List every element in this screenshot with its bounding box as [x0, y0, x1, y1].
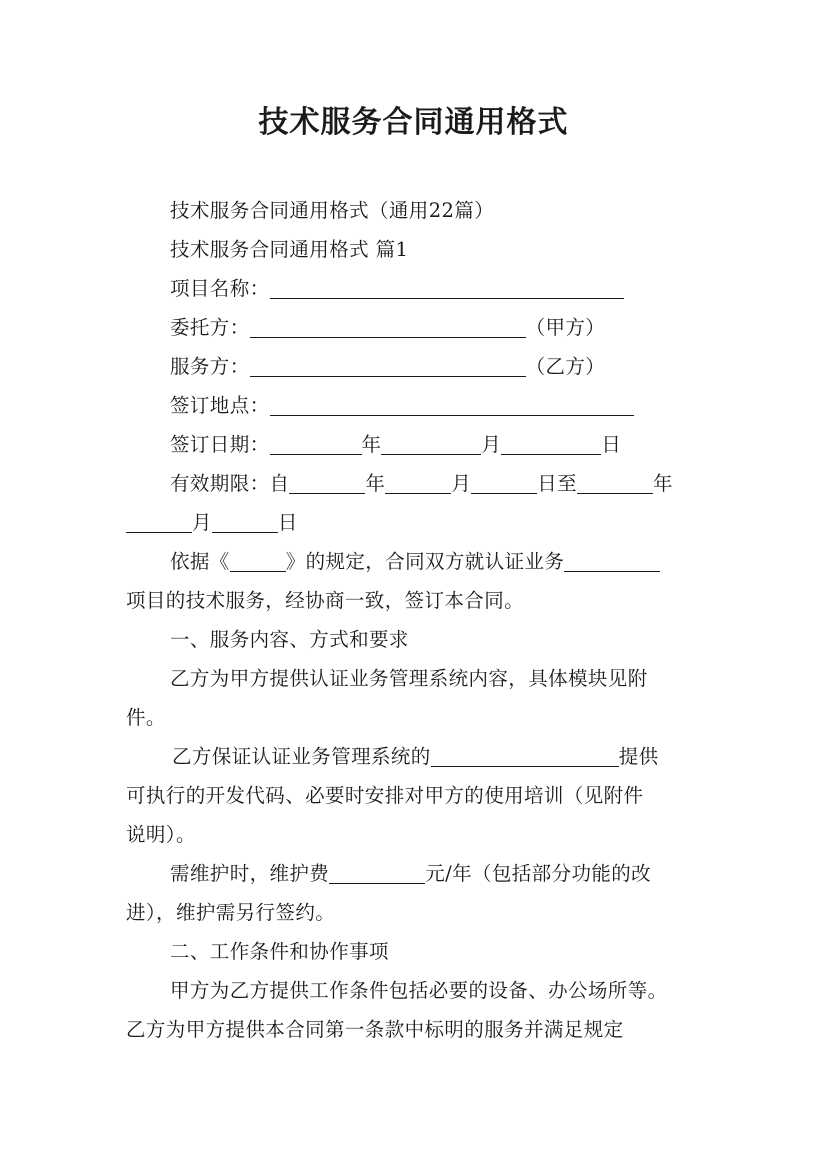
- sign-date-month-blank: [381, 432, 481, 455]
- validity-start-month-blank: [385, 471, 451, 494]
- validity-row-cont: [126, 504, 706, 542]
- client-blank: [250, 315, 526, 338]
- heading-work-conditions: 二、工作条件和协作事项: [170, 940, 389, 963]
- p3-text-a: 需维护时，维护费: [170, 862, 330, 885]
- basis-text-b: 》的规定，合同双方就认证业务: [285, 550, 565, 573]
- business-blank: [564, 549, 660, 572]
- heading-service-content: 一、服务内容、方式和要求: [170, 628, 409, 651]
- year-text: 年: [653, 472, 673, 495]
- client-label: 委托方：: [170, 316, 250, 339]
- document-title: 技术服务合同通用格式: [258, 105, 569, 140]
- day-text: 日: [277, 511, 298, 534]
- day-text: 日: [601, 433, 622, 456]
- to-text: 日至: [537, 472, 578, 495]
- validity-start-day-blank: [471, 471, 537, 494]
- basis-paragraph-line2: 项目的技术服务，经协商一致，签订本合同。: [126, 589, 525, 612]
- month-text: 月: [451, 472, 472, 495]
- validity-end-day-blank: [212, 510, 278, 533]
- p3-text-end: 元/年（包括部分功能的改: [425, 862, 652, 885]
- year-text: 年: [365, 472, 386, 495]
- provider-label: 服务方：: [170, 355, 250, 378]
- validity-start-year-blank: [289, 471, 365, 494]
- p2-line2: 可执行的开发代码、必要时安排对甲方的使用培训（见附件: [126, 784, 644, 807]
- p4-line2: 乙方为甲方提供本合同第一条款中标明的服务并满足规定: [126, 1018, 624, 1041]
- basis-text-a: 依据《: [170, 550, 230, 573]
- law-name-blank: [230, 549, 286, 572]
- sign-date-row: [170, 426, 706, 464]
- p1-line2: 件。: [126, 706, 166, 729]
- sign-date-label: 签订日期：: [170, 433, 270, 456]
- sign-place-label: 签订地点：: [170, 394, 270, 417]
- sign-place-row: [170, 387, 706, 425]
- p2-text-a: 乙方保证认证业务管理系统的: [172, 745, 431, 768]
- project-name-row: [170, 270, 706, 308]
- section-heading: 技术服务合同通用格式 篇1: [170, 238, 409, 261]
- maintenance-fee-blank: [329, 861, 425, 884]
- validity-row: [170, 465, 706, 503]
- month-text: 月: [192, 511, 212, 534]
- provider-blank: [250, 354, 526, 377]
- p2-line3: 说明）。: [126, 823, 196, 846]
- provider-suffix: （乙方）: [525, 355, 606, 378]
- p1-line1: 乙方为甲方提供认证业务管理系统内容，具体模块见附: [170, 667, 648, 690]
- validity-label: 有效期限：自: [170, 472, 290, 495]
- project-name-blank: [270, 276, 624, 299]
- validity-end-year-blank: [577, 471, 653, 494]
- basis-paragraph-line1: [170, 543, 706, 581]
- p2-line1: [172, 738, 706, 776]
- client-row: [170, 309, 706, 347]
- sign-place-blank: [270, 393, 634, 416]
- client-suffix: （甲方）: [525, 316, 606, 339]
- p4-line1: 甲方为乙方提供工作条件包括必要的设备、办公场所等。: [170, 979, 668, 1002]
- validity-end-month-blank: [126, 510, 192, 533]
- sign-date-year-blank: [270, 432, 362, 455]
- p3-line2: 进），维护需另行签约。: [126, 901, 336, 924]
- project-name-label: 项目名称：: [170, 277, 270, 300]
- month-text: 月: [481, 433, 502, 456]
- document-subtitle: 技术服务合同通用格式（通用22篇）: [170, 199, 495, 222]
- system-blank: [431, 744, 619, 767]
- p2-text-end: 提供: [618, 745, 659, 768]
- p3-line1: [170, 855, 706, 893]
- sign-date-day-blank: [501, 432, 601, 455]
- year-text: 年: [361, 433, 382, 456]
- provider-row: [170, 348, 706, 386]
